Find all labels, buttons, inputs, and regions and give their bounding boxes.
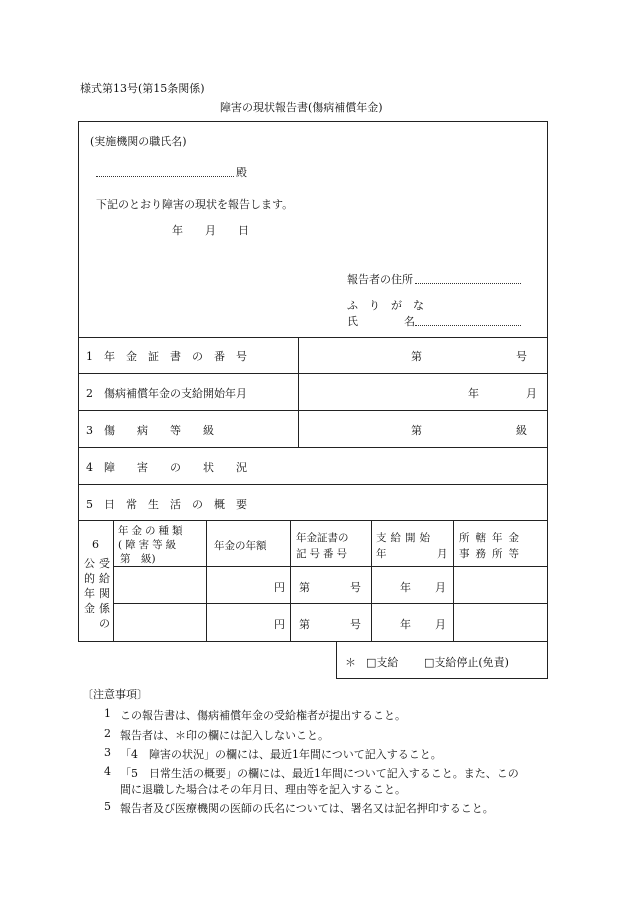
row4-label: 4 障 害 の 状 況 — [86, 461, 247, 474]
name-label-2: 名 — [404, 315, 415, 328]
row6b-nen: 年 — [400, 618, 411, 631]
section6-side-label-2: 受給関係の — [99, 557, 110, 630]
row-divider — [113, 566, 548, 567]
column-divider — [298, 337, 299, 447]
honorific: 殿 — [236, 166, 247, 179]
row1-prefix: 第 — [411, 350, 422, 363]
reporter-address-field[interactable] — [415, 283, 521, 284]
row-divider — [113, 603, 548, 604]
row2-year: 年 — [468, 387, 479, 400]
form-number: 様式第13号(第15条関係) — [80, 82, 205, 95]
column-divider — [113, 520, 114, 642]
row-divider — [78, 520, 548, 521]
column-divider — [290, 520, 291, 642]
col-type-line2: (障害等級 — [118, 539, 180, 551]
row-divider — [78, 337, 548, 338]
col-type-line3: 第 級) — [120, 553, 156, 565]
column-divider — [206, 520, 207, 642]
col-start-month: 月 — [437, 548, 448, 560]
note-number: 2 — [104, 727, 111, 740]
row5-label: 5 日 常 生 活 の 概 要 — [86, 498, 247, 511]
date-day-label: 日 — [238, 224, 249, 237]
row-divider — [78, 484, 548, 485]
date-month-label: 月 — [205, 224, 216, 237]
note-text: この報告書は、傷病補償年金の受給権者が提出すること。 — [120, 709, 406, 722]
status-asterisk: ＊ — [345, 656, 356, 669]
row6a-tsuki: 月 — [435, 581, 446, 594]
note-text: 報告者及び医療機関の医師の氏名については、署名又は記名押印すること。 — [120, 802, 494, 815]
note-number: 5 — [104, 800, 111, 813]
row-divider — [78, 447, 548, 448]
furigana-label: ふ り が な — [347, 299, 424, 312]
col-start-year: 年 — [376, 548, 387, 560]
note-text: 間に退職した場合はその年月日、理由等を記入すること。 — [120, 783, 406, 796]
row6a-yen: 円 — [274, 581, 285, 594]
note-number: 4 — [104, 765, 111, 778]
date-year-label: 年 — [172, 224, 183, 237]
note-number: 1 — [104, 707, 111, 720]
row1-label: 1 年 金 証 書 の 番 号 — [86, 350, 247, 363]
reporter-address-label: 報告者の住所 — [347, 273, 413, 286]
section6-number: 6 — [92, 538, 99, 551]
note-text: 「4 障害の状況」の欄には、最近1年間について記入すること。 — [120, 748, 442, 761]
note-text: 「5 日常生活の概要」の欄には、最近1年間について記入すること。また、この — [120, 767, 519, 780]
status-option-payment[interactable]: □支給 — [366, 656, 399, 669]
reporter-name-field[interactable] — [415, 325, 521, 326]
row-divider — [78, 410, 548, 411]
col-office-line2: 事務所等 — [459, 548, 525, 560]
row6b-dai: 第 — [299, 618, 310, 631]
col-amount: 年金の年額 — [214, 540, 267, 552]
row3-suffix: 級 — [516, 424, 527, 437]
row6b-go: 号 — [350, 618, 361, 631]
section6-side-label-1: 公的年金 — [84, 557, 95, 615]
row2-month: 月 — [526, 387, 537, 400]
col-cert-line1: 年金証書の — [296, 532, 349, 544]
row3-prefix: 第 — [411, 424, 422, 437]
column-divider — [371, 520, 372, 642]
column-divider — [453, 520, 454, 642]
name-label-1: 氏 — [347, 315, 358, 328]
recipient-label: (実施機関の職氏名) — [90, 135, 187, 148]
row-divider — [78, 373, 548, 374]
note-number: 3 — [104, 746, 111, 759]
row6a-dai: 第 — [299, 581, 310, 594]
col-start-line1: 支給開始 — [376, 532, 434, 544]
report-statement: 下記のとおり障害の現状を報告します。 — [96, 198, 294, 211]
row6b-yen: 円 — [274, 618, 285, 631]
row6a-nen: 年 — [400, 581, 411, 594]
row3-label: 3 傷 病 等 級 — [86, 424, 214, 437]
status-option-suspension[interactable]: □支給停止(免責) — [424, 656, 509, 669]
form-title: 障害の現状報告書(傷病補償年金) — [220, 101, 383, 114]
col-cert-line2: 記号番号 — [296, 548, 350, 560]
col-office-line1: 所轄年金 — [459, 532, 525, 544]
recipient-field[interactable] — [96, 176, 234, 177]
row6b-tsuki: 月 — [435, 618, 446, 631]
row2-label: 2 傷病補償年金の支給開始年月 — [86, 387, 247, 400]
notes-heading: 〔注意事項〕 — [82, 688, 148, 701]
col-type-line1: 年金の種類 — [118, 525, 186, 537]
row6a-go: 号 — [350, 581, 361, 594]
note-text: 報告者は、＊印の欄には記入しないこと。 — [120, 729, 329, 742]
row1-suffix: 号 — [516, 350, 527, 363]
